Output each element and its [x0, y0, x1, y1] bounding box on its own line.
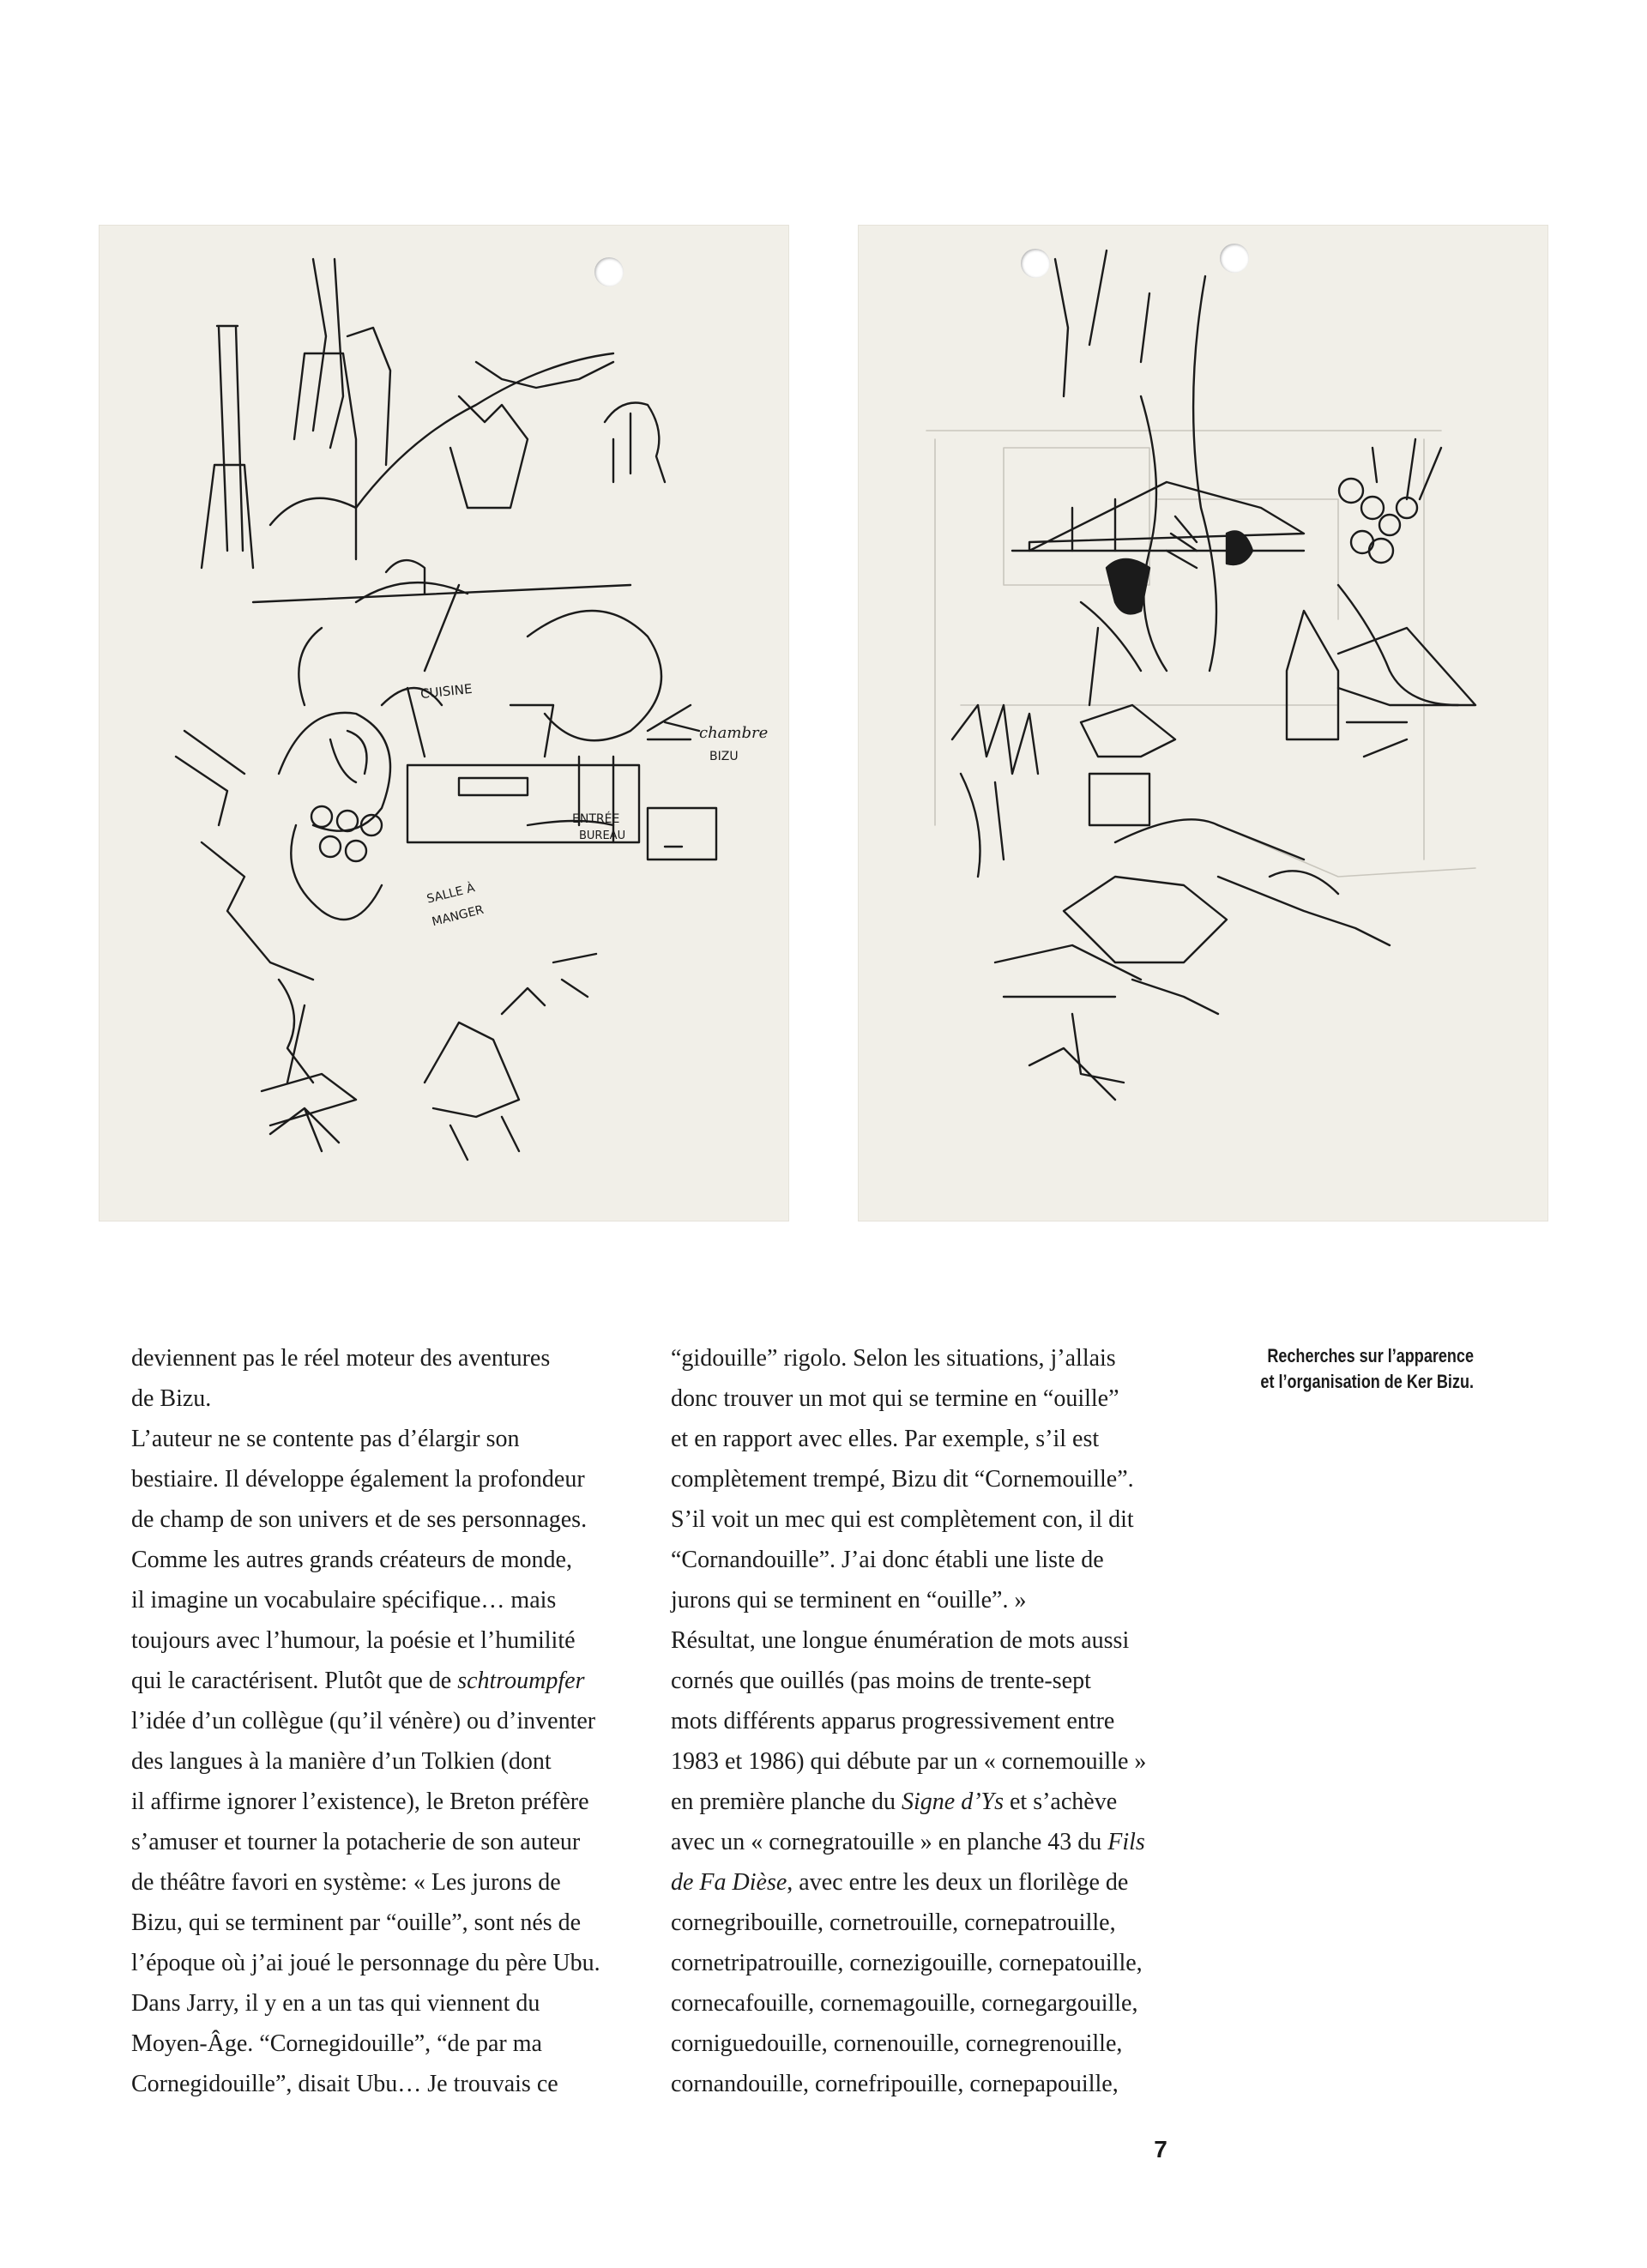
sketch-label-cuisine: CUISINE [419, 680, 474, 703]
sketch-label-manger: MANGER [430, 902, 486, 930]
text-italic: schtroumpfer [457, 1668, 585, 1694]
text-line: il imagine un vocabulaire spécifique… mais [131, 1587, 557, 1614]
text-line: s’amuser et tourner la potacherie de son auteur [131, 1829, 581, 1855]
body-column-1 [131, 1338, 646, 2104]
text-line: 1983 et 1986) qui débute par un « cornemouille » [671, 1748, 1147, 1775]
text-line [671, 1862, 1203, 1903]
text-line: des langues à la manière d’un Tolkien (dont [131, 1748, 552, 1775]
sketch-drawing-right [858, 225, 1548, 1221]
page-number: 7 [1154, 2136, 1167, 2162]
text-line: mots différents apparus progressivement entre [671, 1708, 1115, 1734]
text-line: jurons qui se terminent en “ouille”. » [671, 1587, 1027, 1614]
sketch-label-entree: ENTRÉE [572, 812, 620, 826]
text-line: bestiaire. Il développe également la profondeur [131, 1466, 585, 1493]
text-line: cornés que ouillés (pas moins de trente-sept [671, 1668, 1091, 1694]
text-line: cornegribouille, cornetrouille, cornepatrouille, [671, 1909, 1116, 1936]
text-run: avec un « cornegratouille » en planche 43 du [671, 1829, 1108, 1855]
text-line: deviennent pas le réel moteur des aventures [131, 1345, 551, 1372]
text-line: Cornegidouille”, disait Ubu… Je trouvais ce [131, 2071, 558, 2097]
text-line: Bizu, qui se terminent par “ouille”, sont nés de [131, 1909, 582, 1936]
text-line: Moyen-Âge. “Cornegidouille”, “de par ma [131, 2030, 542, 2057]
text-line: de champ de son univers et de ses personnages. [131, 1506, 588, 1533]
text-run: et s’achève [1003, 1788, 1118, 1815]
text-line: cornecafouille, cornemagouille, cornegargouille, [671, 1990, 1138, 2017]
text-line: cornandouille, cornefripouille, cornepapouille, [671, 2071, 1119, 2097]
sketch-label-salle: SALLE À [425, 881, 477, 907]
sketch-label-bizu: BIZU [709, 750, 739, 763]
text-line: l’idée d’un collègue (qu’il vénère) ou d’inventer [131, 1708, 596, 1734]
text-line [671, 1822, 1203, 1862]
text-line: “gidouille” rigolo. Selon les situations, j’allais [671, 1345, 1116, 1372]
figure-caption [1249, 1343, 1474, 1395]
caption-line: Recherches sur l’apparence [1267, 1345, 1474, 1366]
text-run: en première planche du [671, 1788, 902, 1815]
text-italic: Fils [1107, 1829, 1145, 1855]
text-line: il affirme ignorer l’existence), le Breton préfère [131, 1788, 589, 1815]
text-line: cornetripatrouille, cornezigouille, cornepatouille, [671, 1950, 1143, 1976]
text-run: , avec entre les deux un florilège de [787, 1869, 1129, 1896]
text-italic: Signe d’Ys [901, 1788, 1004, 1815]
sketch-label-bureau: BUREAU [579, 829, 626, 842]
text-line: donc trouver un mot qui se termine en “ouille” [671, 1385, 1119, 1412]
text-line: corniguedouille, cornenouille, cornegrenouille, [671, 2030, 1123, 2057]
text-line: complètement trempé, Bizu dit “Cornemouille”. [671, 1466, 1134, 1493]
text-line: de Bizu. [131, 1385, 212, 1412]
sketch-label-chambre: chambre [699, 724, 769, 742]
text-line: Comme les autres grands créateurs de monde, [131, 1547, 572, 1573]
text-line: S’il voit un mec qui est complètement con, il dit [671, 1506, 1134, 1533]
text-line: L’auteur ne se contente pas d’élargir son [131, 1426, 520, 1452]
body-column-2 [671, 1338, 1203, 2104]
text-line [671, 1782, 1203, 1822]
sketch-sheet-right [858, 225, 1548, 1221]
text-line: toujours avec l’humour, la poésie et l’humilité [131, 1627, 576, 1654]
text-line: Résultat, une longue énumération de mots aussi [671, 1627, 1130, 1654]
text-line: de théâtre favori en système: « Les jurons de [131, 1869, 561, 1896]
sketch-sheet-left [99, 225, 789, 1221]
text-line: “Cornandouille”. J’ai donc établi une liste de [671, 1547, 1104, 1573]
text-line: Dans Jarry, il y en a un tas qui viennent du [131, 1990, 540, 2017]
sketch-drawing-left [99, 225, 789, 1221]
text-run: qui le caractérisent. Plutôt que de [131, 1668, 458, 1694]
text-italic: de Fa Dièse [671, 1869, 787, 1896]
text-line: l’époque où j’ai joué le personnage du père Ubu. [131, 1950, 600, 1976]
text-line [131, 1661, 646, 1701]
caption-line: et l’organisation de Ker Bizu. [1260, 1371, 1474, 1392]
text-line: et en rapport avec elles. Par exemple, s’il est [671, 1426, 1100, 1452]
